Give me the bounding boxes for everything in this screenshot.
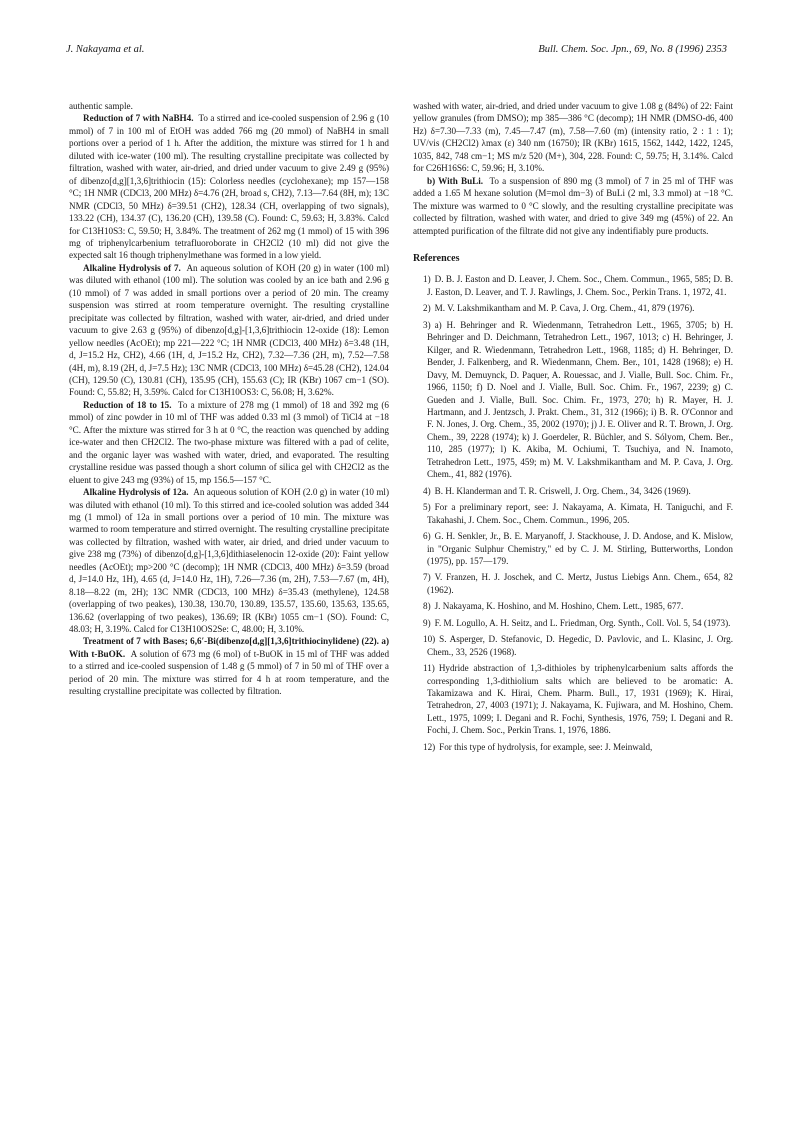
reference-item: 4) B. H. Klanderman and T. R. Criswell, J. Org. Chem., 34, 3426 (1969). xyxy=(423,485,691,496)
paragraph-heading: Reduction of 18 to 15. xyxy=(83,399,172,410)
running-header xyxy=(66,44,727,60)
left-column xyxy=(69,100,389,698)
paragraph xyxy=(69,399,389,486)
paragraph-heading: b) With BuLi. xyxy=(427,175,484,186)
paragraph-heading: Treatment of 7 with Bases; 6,6′-Bi(dibenzo[d,g][1,3,6]trithiocinylidene) (22). a) With t-BuOK. xyxy=(69,636,389,659)
reference-list xyxy=(413,273,733,753)
paragraph-text: A solution of 673 mg (6 mol) of t-BuOK in 15 ml of THF was added to a stirred and ice-cooled suspension of 1.48 g (5 mmol) of 7 in 50 ml of THF over a period of 20 min. The mixture was stirred for 4 h at room temperature, and the resulting crystalline precipitate was collected by filtration. xyxy=(69,648,390,697)
reference-item: 11) Hydride abstraction of 1,3-dithioles by triphenylcarbenium salts affords the corresponding 1,3-dithiolium salts which are believed to be aromatic: A. Takamizawa and K. Hirai, Chem. Pharm. Bull., 17, 1931 (1969); K. Hirai, Tetrahedron, 27, 4003 (1971); J. Nakayama, K. Fujiwara, and M. Hoshino, Chem. Lett., 1975, 1099; I. Degani and R. Fochi, Synthesis, 1976, 759; I. Degani and R. Fochi, J. Chem. Soc., Perkin Trans. 1, 1976, 1886. xyxy=(423,663,733,736)
reference-item: 5) For a preliminary report, see: J. Nakayama, A. Kimata, H. Taniguchi, and F. Takahashi, J. Chem. Soc., Chem. Commun., 1996, 205. xyxy=(423,502,733,525)
right-column xyxy=(413,100,733,757)
paragraph-heading: Alkaline Hydrolysis of 7. xyxy=(83,262,181,273)
paragraph-heading: Alkaline Hydrolysis of 12a. xyxy=(83,487,189,498)
reference-item: 12) For this type of hydrolysis, for example, see: J. Meinwald, xyxy=(423,741,653,752)
references-heading: References xyxy=(413,252,460,264)
paragraph xyxy=(413,175,733,237)
paragraph-heading: Reduction of 7 with NaBH4. xyxy=(83,113,194,124)
paragraph: authentic sample. xyxy=(69,101,133,111)
reference-item: 6) G. H. Senkler, Jr., B. E. Maryanoff, J. Stackhouse, J. D. Andose, and K. Mislow, in "Organic Sulphur Chemistry," ed by C. J. M. Stirling, Butterworths, London (1975), pp. 157—179. xyxy=(423,531,733,566)
header-authors: J. Nakayama et al. xyxy=(66,44,145,55)
reference-item: 3) a) H. Behringer and R. Wiedenmann, Tetrahedron Lett., 1965, 3705; b) H. Behringer and D. Deichmann, Tetrahedron Lett., 1967, 1013; c) H. Behringer, J. Kilger, and R. Wiedenmann, Tetrahedron Lett., 1968, 1185; d) H. Behringer, D. Bender, J. Falkenberg, and R. Wiedenmann, Chem. Ber., 101, 1428 (1968); e) H. Davy, M. Demuynck, D. Paquer, A. Rouessac, and J. Vialle, Bull. Soc. Chim. Fr., 1966, 1150; f) D. Noel and J. Vialle, Bull. Soc. Chim. Fr., 1967, 2239; g) C. Gueden and J. Vialle, Bull. Soc. Chim. Fr., 1973, 270; h) R. Mayer, H. J. Hartmann, and J. Jentzsch, J. Prakt. Chem., 31, 312 (1966); i) B. R. O'Connor and F. N. Jones, J. Org. Chem., 35, 2002 (1970); j) J. E. Oliver and R. T. Brown, J. Org. Chem., 39, 2228 (1974); k) J. Goerdeler, R. Büchler, and S. Sólyom, Chem. Ber., 110, 285 (1977); l) K. Akiba, M. Ochiumi, T. Tsuchiya, and N. Inamoto, Tetrahedron Lett., 1975, 459; m) M. V. Lakshmikantham and M. P. Cava, J. Org. Chem., 41, 882 (1976). xyxy=(423,319,733,480)
reference-item: 9) F. M. Logullo, A. H. Seitz, and L. Friedman, Org. Synth., Coll. Vol. 5, 54 (1973). xyxy=(423,617,731,628)
paragraph-text: To a suspension of 890 mg (3 mmol) of 7 in 25 ml of THF was added a 1.65 M hexane solution (M=mol dm−3) of BuLi (2 ml, 3.3 mmol) at −18 °C. The mixture was warmed to 0 °C slowly, and the resulting crystalline precipitate was collected by filtration, washed with water, and dried to give 349 mg (45%) of 22. An attempted purification of the filtrate did not give any indentifiably pure products. xyxy=(413,175,733,236)
paragraph-text: An aqueous solution of KOH (20 g) in water (100 ml) was diluted with ethanol (100 ml). The solution was cooled by an ice bath and 2.96 g (10 mmol) of 7 was added in small portions over a period of 20 min. The creamy suspension was stirred at room temperature overnight. The resulting crystalline precipitate was collected by filtration, washed with water, air-dried, and dried under vacuum to give 2.63 g (95%) of dibenzo[d,g]-[1,3,6]trithiocin 12-oxide (18): Lemon yellow needles (AcOEt); mp 221—222 °C; 1H NMR (CDCl3, 400 MHz) δ=3.48 (1H, d, J=15.2 Hz, CH2), 4.66 (1H, d, J=15.2 Hz, CH2), 7.32—7.36 (2H, m), 7.52—7.58 (4H, m), 8.19 (2H, d, J=7.5 Hz); 13C NMR (CDCl3, 100 MHz) δ=45.28 (CH2), 124.04 (CH), 129.50 (C), 130.81 (CH), 135.95 (CH), 155.63 (C); IR (KBr) 1067 cm−1 (SO). Found: C, 55.82; H, 3.59%. Calcd for C13H10OS3: C, 56.08; H, 3.62%. xyxy=(69,262,390,398)
paragraph-text: To a mixture of 278 mg (1 mmol) of 18 and 392 mg (6 mmol) of zinc powder in 10 ml of THF was added 0.33 ml (3 mmol) of TiCl4 at −18 °C. After the mixture was stirred for 3 h at 0 °C, the reaction was quenched by adding ice-water and then CH2Cl2. The two-phase mixture was filtered with a pad of celite, and the organic layer was washed with water, dried, and evaporated. The resulting crystalline residue was passed though a short column of silica gel with CH2Cl2 as the eluent to give 243 mg (93%) of 15, mp 156.5—157 °C. xyxy=(69,399,389,485)
paragraph xyxy=(69,635,389,697)
reference-item: 1) D. B. J. Easton and D. Leaver, J. Chem. Soc., Chem. Commun., 1965, 585; D. B. J. Easton, D. Leaver, and T. J. Rawlings, J. Chem. Soc., Perkin Trans. 1, 1972, 41. xyxy=(423,274,733,297)
header-journal: Bull. Chem. Soc. Jpn., 69, No. 8 (1996) 2353 xyxy=(538,44,727,55)
paragraph: washed with water, air-dried, and dried under vacuum to give 1.08 g (84%) of 22: Faint yellow granules (from DMSO); mp 385—386 °C (decomp); 1H NMR (DMSO-d6, 400 Hz) δ=7.30—7.33 (m), 7.45—7.47 (m), 7.58—7.60 (m) (intensity ratio, 2 : 1 : 1); UV/vis (CH2Cl2) λmax (ε) 340 nm (16750); IR (KBr) 1615, 1562, 1442, 1422, 1245, 1035, 842, 748 cm−1; MS m/z 520 (M+), 304, 228. Found: C, 59.75; H, 3.14%. Calcd for C26H16S6: C, 59.96; H, 3.10%. xyxy=(413,101,733,174)
reference-item: 7) V. Franzen, H. J. Joschek, and C. Mertz, Justus Liebigs Ann. Chem., 654, 82 (1962). xyxy=(423,572,733,595)
paragraph xyxy=(69,486,389,635)
reference-item: 10) S. Asperger, D. Stefanovic, D. Hegedic, D. Pavlovic, and L. Klasinc, J. Org. Chem., 33, 2526 (1968). xyxy=(423,634,733,657)
reference-item: 8) J. Nakayama, K. Hoshino, and M. Hoshino, Chem. Lett., 1985, 677. xyxy=(423,601,684,612)
paragraph xyxy=(69,262,389,399)
paragraph-text: To a stirred and ice-cooled suspension of 2.96 g (10 mmol) of 7 in 100 ml of EtOH was added 766 mg (20 mmol) of NaBH4 in small portions over a period of 1 h. After the addition, the mixture was stirred for 1 h and diluted with ice-water (100 ml). The resulting crystalline precipitate was collected by filtration, washed with water, air-dried, and dried under vacuum to give 2.49 g (95%) of dibenzo[d,g][1,3,6]trithiocin (15): Colorless needles (cyclohexane); mp 157—158 °C; 1H NMR (CDCl3, 200 MHz) δ=4.76 (2H, broad s, CH2), 7.13—7.64 (8H, m); 13C NMR (CDCl3, 50 MHz) δ=39.51 (CH2), 128.34 (CH, overlapping of two signals), 133.22 (CH), 134.37 (C), 136.20 (CH), 139.58 (C). Found: C, 59.63; H, 3.83%. Calcd for C13H10S3: C, 59.50; H, 3.84%. The treatment of 262 mg (1 mmol) of 15 with 396 mg of triphenylcarbenium tetrafluoroborate in CH2Cl2 (10 ml) did not give the expected salt 16 though triphenylmethane was formed in a low yield. xyxy=(69,113,389,261)
paragraph xyxy=(69,112,389,261)
paragraph-text: An aqueous solution of KOH (2.0 g) in water (10 ml) was diluted with ethanol (10 ml). To this stirred and ice-cooled solution was added 344 mg (1 mmol) of 12a in small portions over a period of 10 min. The mixture was warmed to room temperature and stirred overnight. The resulting crystalline precipitate was collected by filtration, washed with water, air dried, and dried under vacuum to give 238 mg (73%) of dibenzo[d,g]-[1,3,6]dithiaselenocin 12-oxide (20): Faint yellow needles (AcOEt); mp>200 °C (decomp); 1H NMR (CDCl3, 400 MHz) δ=3.59 (broad d, J=14.0 Hz, 1H), 4.65 (d, J=14.0 Hz, 1H), 7.26—7.36 (m, 2H), 7.53—7.67 (m, 4H), 8.18—8.22 (m, 2H); 13C NMR (CDCl3, 100 MHz) δ=35.43 (methylene), 124.58 (overlapping of two peakes), 130.38, 130.70, 130.89, 135.57, 135.60, 135.63, 135.65, 136.62 (overlapping of two peakes), 136.69; IR (KBr) 1055 cm−1 (SO). Found: C, 48.03; H, 3.19%. Calcd for C13H10OS2Se: C, 48.00; H, 3.10%. xyxy=(69,487,390,635)
reference-item: 2) M. V. Lakshmikantham and M. P. Cava, J. Org. Chem., 41, 879 (1976). xyxy=(423,303,695,314)
